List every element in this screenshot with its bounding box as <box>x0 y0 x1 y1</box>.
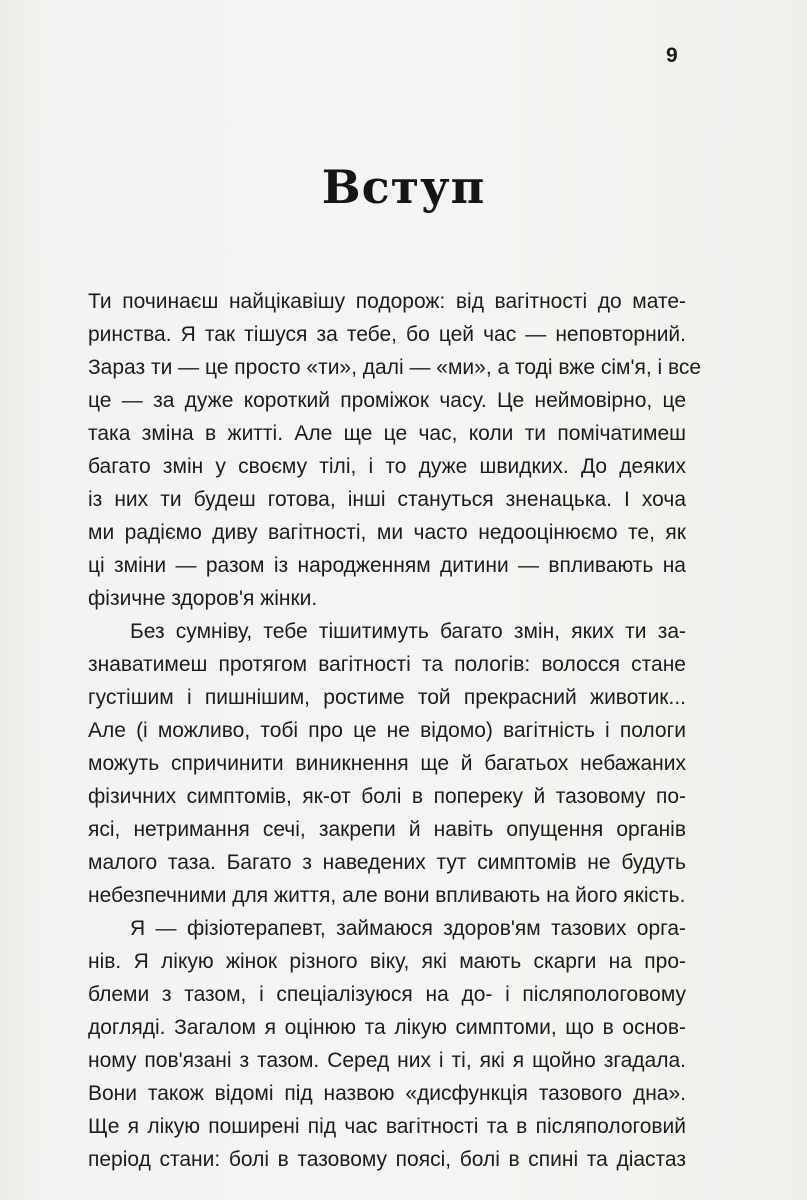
text-line: ці зміни — разом із народженням дитини — впливають на <box>88 554 686 577</box>
text-line: небезпечними для життя, але вони впливають на його якість. <box>88 884 686 907</box>
text-line: Зараз ти — це просто «ти», далі — «ми», а тоді вже сім'я, і все <box>88 356 702 379</box>
text-line: період стани: болі в тазовому поясі, болі в спині та діастаз <box>88 1148 686 1171</box>
text-line: знаватимеш протягом вагітності та пологів: волосся стане <box>88 653 686 676</box>
text-line: Без сумніву, тебе тішитимуть багато змін, яких ти за- <box>130 620 686 643</box>
text-line: ясі, нетримання сечі, закрепи й навіть опущення органів <box>88 818 686 841</box>
text-line: догляді. Загалом я оцінюю та лікую симптоми, що в основ- <box>88 1016 686 1039</box>
text-line: Ще я лікую поширені під час вагітності та в післяпологовий <box>88 1115 686 1138</box>
page-number: 9 <box>666 44 678 67</box>
text-line: малого таза. Багато з наведених тут симптомів не будуть <box>88 851 686 874</box>
body-text <box>88 285 702 1176</box>
text-line: густішим і пишнішим, ростиме той прекрасний животик... <box>88 686 686 709</box>
text-line: ми радіємо диву вагітності, ми часто недооцінюємо те, як <box>88 521 686 544</box>
text-line: із них ти будеш готова, інші станутьcя зненацька. І хоча <box>88 488 686 511</box>
chapter-title: Вступ <box>321 160 486 214</box>
text-line: нів. Я лікую жінок різного віку, які мають скарги на про- <box>88 950 686 973</box>
text-line: багато змін у своєму тілі, і то дуже швидких. До деяких <box>88 455 686 478</box>
text-line: фізичних симптомів, як-от болі в попереку й тазовому по- <box>88 785 686 808</box>
text-line: Я — фізіотерапевт, займаюся здоров'ям тазових орга- <box>130 917 686 940</box>
text-line: Але (і можливо, тобі про це не відомо) вагітність і пологи <box>88 719 686 742</box>
text-line: блеми з тазом, і спеціалізуюся на до- і післяпологовому <box>88 983 686 1006</box>
text-line: це — за дуже короткий проміжок часу. Це неймовірно, це <box>88 389 686 412</box>
text-line: така зміна в житті. Але ще це час, коли ти помічатимеш <box>88 422 686 445</box>
text-line: можуть спричинити виникнення ще й багатьох небажаних <box>88 752 686 775</box>
text-line: Ти починаєш найцікавішу подорож: від вагітності до мате- <box>88 290 686 313</box>
text-line: Вони також відомі під назвою «дисфункція тазового дна». <box>88 1082 686 1105</box>
text-line: ринства. Я так тішуся за тебе, бо цей час — неповторний. <box>88 323 686 346</box>
text-line: фізичне здоров'я жінки. <box>88 587 318 610</box>
text-line: ному пов'язані з тазом. Серед них і ті, які я щойно згадала. <box>88 1049 686 1072</box>
